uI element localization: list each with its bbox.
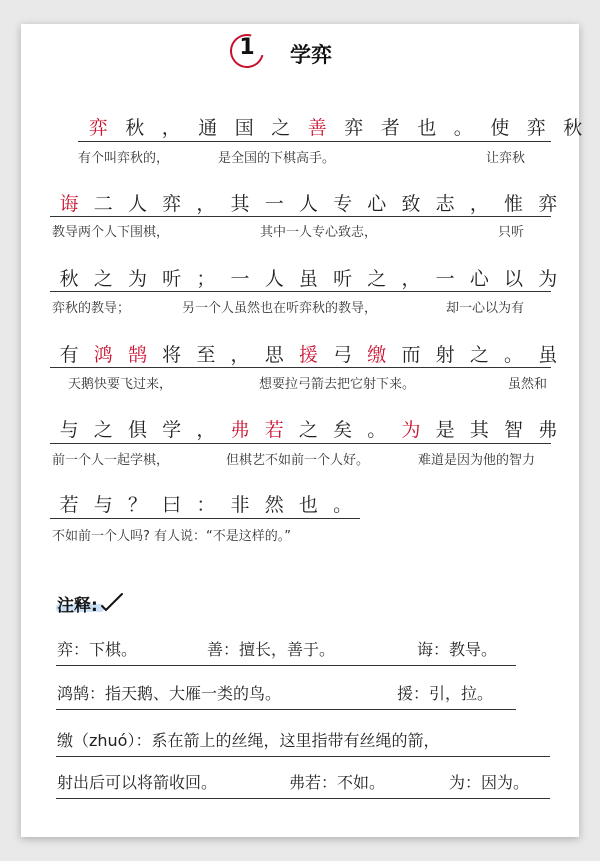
verse-character: 一 [230, 268, 250, 290]
verse-character: 曰 [162, 494, 182, 516]
verse-character: 心 [469, 268, 489, 290]
lesson-number: 1 [239, 35, 255, 60]
verse-character: 人 [264, 268, 284, 290]
note-item: 弈：下棋。 [57, 640, 138, 659]
verse-character: 致 [401, 193, 421, 215]
verse-character: 有 [59, 344, 79, 366]
translation-segment: 天鹅快要飞过来， [68, 377, 173, 392]
lesson-title: 学弈 [290, 43, 332, 67]
pencil-check-icon [100, 592, 124, 612]
translation-segment: 虽然和 [508, 377, 548, 392]
verse-character: 弈 [538, 193, 558, 215]
verse-character: ？ [127, 494, 147, 516]
verse-character: ， [469, 193, 489, 215]
verse-character: 弈 [344, 117, 364, 139]
note-underline-4 [56, 798, 550, 799]
verse-character: 人 [298, 193, 318, 215]
verse-character: 也 [298, 494, 318, 516]
verse-character: 通 [198, 117, 218, 139]
verse-character: 听 [162, 268, 182, 290]
verse-character: 弗 [538, 419, 558, 441]
verse-line-3 [52, 264, 565, 291]
translation-segment: 想要拉弓箭去把它射下来。 [259, 377, 416, 392]
translation-segment: 但棋艺不如前一个人好。 [226, 453, 370, 468]
translation-segment: 教导两个人下围棋， [52, 225, 170, 240]
verse-underline-1 [78, 141, 551, 142]
note-item: 善：擅长，善于。 [207, 640, 336, 659]
verse-character: 其 [469, 419, 489, 441]
verse-character: 善 [307, 117, 327, 139]
translation-segment: 让弈秋 [486, 151, 526, 166]
verse-character: 使 [490, 117, 510, 139]
verse-character: 惟 [504, 193, 524, 215]
verse-character: 虽 [538, 344, 558, 366]
verse-character: 思 [264, 344, 284, 366]
verse-character: 听 [333, 268, 353, 290]
verse-character: ； [196, 268, 216, 290]
verse-character: 诲 [59, 193, 79, 215]
note-underline-2 [56, 709, 516, 710]
verse-character: 秋 [59, 268, 79, 290]
verse-character: 援 [298, 344, 318, 366]
verse-character: ， [230, 344, 250, 366]
verse-character: 。 [367, 419, 387, 441]
note-item: 诲：教导。 [417, 640, 498, 659]
verse-character: 若 [59, 494, 79, 516]
translation-segment: 难道是因为他的智力 [418, 453, 536, 468]
verse-character: 。 [504, 344, 524, 366]
verse-character: 秋 [125, 117, 145, 139]
verse-character: 心 [367, 193, 387, 215]
verse-underline-5 [50, 443, 551, 444]
verse-character: 弓 [333, 344, 353, 366]
verse-line-1 [80, 113, 591, 140]
note-item: 射出后可以将箭收回。 [57, 773, 218, 792]
verse-character: ， [401, 268, 421, 290]
verse-character: 专 [333, 193, 353, 215]
note-underline-1 [56, 665, 516, 666]
verse-character: 之 [469, 344, 489, 366]
verse-character: 至 [196, 344, 216, 366]
verse-character: 弈 [162, 193, 182, 215]
verse-character: 学 [162, 419, 182, 441]
translation-line-6 [52, 525, 291, 544]
note-underline-3 [56, 756, 550, 757]
verse-character: 也 [417, 117, 437, 139]
translation-segment: 其中一人专心致志， [260, 225, 378, 240]
verse-character: 俱 [127, 419, 147, 441]
verse-character: 射 [435, 344, 455, 366]
verse-line-2 [52, 189, 565, 216]
verse-character: 为 [401, 419, 421, 441]
verse-line-4 [52, 340, 565, 367]
verse-character: 智 [504, 419, 524, 441]
verse-character: 鹄 [127, 344, 147, 366]
verse-character: 。 [333, 494, 353, 516]
translation-segment: 有个叫弈秋的， [78, 151, 170, 166]
verse-character: ， [161, 117, 181, 139]
note-row-3 [57, 728, 439, 751]
verse-character: 弈 [88, 117, 108, 139]
verse-character: 非 [230, 494, 250, 516]
verse-character: 是 [435, 419, 455, 441]
verse-character: 志 [435, 193, 455, 215]
translation-segment: 只听 [498, 225, 525, 240]
translation-segment: 不如前一个人吗? 有人说：“不是这样的。” [52, 529, 292, 544]
note-item: 鸿鹄：指天鹅、大雁一类的鸟。 [57, 684, 282, 703]
verse-character: 与 [93, 494, 113, 516]
note-item: 援：引，拉。 [397, 684, 494, 703]
verse-character: 以 [504, 268, 524, 290]
note-item: 为：因为。 [449, 773, 530, 792]
verse-character: 之 [298, 419, 318, 441]
note-item: 弗若：不如。 [289, 773, 386, 792]
verse-character: 一 [435, 268, 455, 290]
verse-underline-2 [50, 216, 551, 217]
verse-underline-6 [50, 518, 360, 519]
translation-segment: 是全国的下棋高手。 [218, 151, 336, 166]
verse-line-6 [52, 490, 360, 517]
verse-character: 者 [380, 117, 400, 139]
verse-character: 一 [264, 193, 284, 215]
translation-segment: 另一个人虽然也在听弈秋的教导， [182, 301, 378, 316]
verse-character: 之 [93, 419, 113, 441]
verse-character: 秋 [563, 117, 583, 139]
translation-segment: 弈秋的教导； [52, 301, 131, 316]
verse-character: ， [196, 193, 216, 215]
verse-character: 国 [234, 117, 254, 139]
verse-character: ， [196, 419, 216, 441]
verse-character: 之 [367, 268, 387, 290]
verse-character: 然 [264, 494, 284, 516]
verse-character: 之 [271, 117, 291, 139]
verse-character: 二 [93, 193, 113, 215]
verse-character: 而 [401, 344, 421, 366]
notes-title: 注释: [57, 596, 98, 616]
verse-character: 矣 [333, 419, 353, 441]
translation-segment: 前一个人一起学棋， [52, 453, 170, 468]
verse-character: 人 [127, 193, 147, 215]
verse-character: 为 [538, 268, 558, 290]
verse-character: 虽 [298, 268, 318, 290]
verse-character: 鸿 [93, 344, 113, 366]
verse-character: 与 [59, 419, 79, 441]
verse-character: ： [196, 494, 216, 516]
note-item: 缴（zhuó）：系在箭上的丝绳，这里指带有丝绳的箭， [57, 731, 440, 750]
verse-underline-3 [50, 291, 551, 292]
verse-character: 。 [453, 117, 473, 139]
verse-character: 将 [162, 344, 182, 366]
verse-character: 之 [93, 268, 113, 290]
verse-character: 弗 [230, 419, 250, 441]
verse-character: 其 [230, 193, 250, 215]
translation-segment: 却一心以为有 [446, 301, 525, 316]
verse-character: 为 [127, 268, 147, 290]
verse-line-5 [52, 415, 565, 442]
verse-character: 弈 [526, 117, 546, 139]
verse-underline-4 [50, 367, 551, 368]
verse-character: 缴 [367, 344, 387, 366]
verse-character: 若 [264, 419, 284, 441]
